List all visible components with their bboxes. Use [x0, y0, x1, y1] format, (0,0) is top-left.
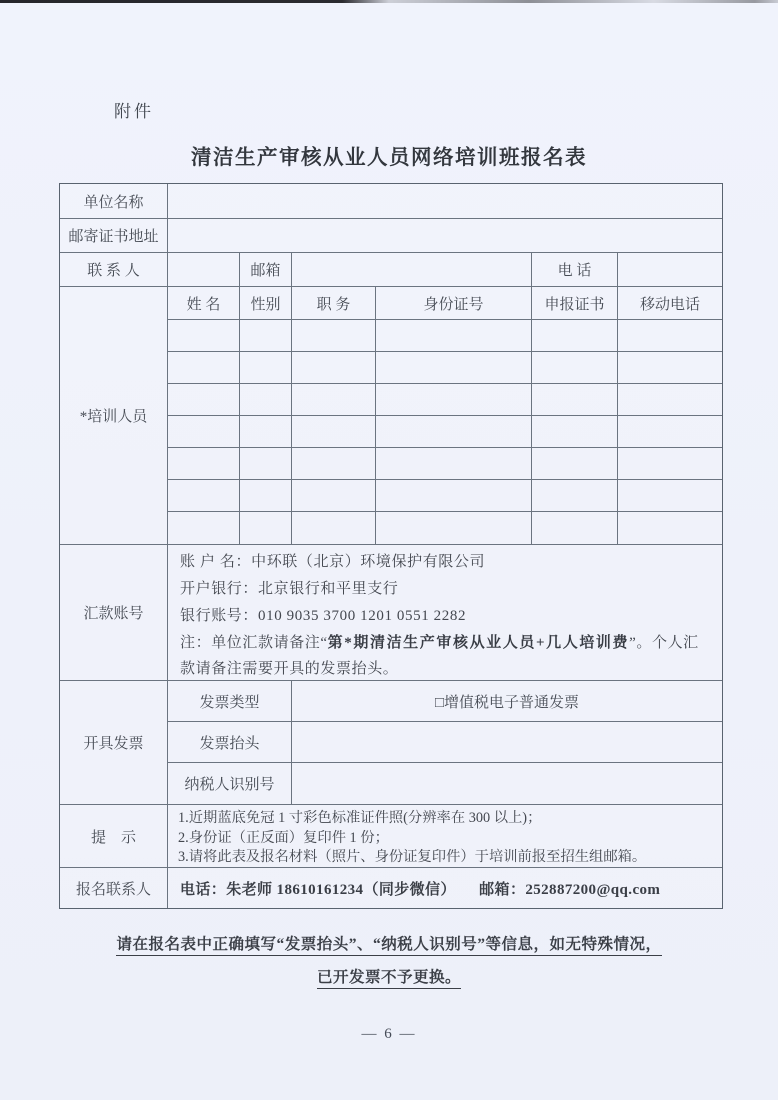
remittance-details — [168, 545, 722, 680]
trainee-input-cell — [376, 416, 532, 447]
trainee-input-cell — [292, 512, 376, 544]
page-number: — 6 — — [361, 1026, 417, 1042]
trainee-input-cell — [292, 416, 376, 447]
trainee-input-cell — [618, 320, 722, 351]
trainee-input-cell — [532, 320, 618, 351]
footer-note-line-2 — [0, 961, 778, 994]
trainee-input-cell — [376, 512, 532, 544]
contact-label: 联 系 人 — [60, 253, 168, 286]
trainee-empty-row — [168, 416, 722, 448]
invoice-type-row — [168, 681, 722, 722]
registration-contact-row — [60, 868, 722, 908]
trainee-input-cell — [618, 352, 722, 383]
tips-section — [60, 805, 722, 868]
registration-form-table — [59, 183, 723, 909]
trainee-input-cell — [292, 480, 376, 511]
remittance-section — [60, 545, 722, 681]
remittance-note-prefix: 注：单位汇款请备注“ — [180, 635, 328, 651]
col-header-certificate: 申报证书 — [532, 287, 618, 319]
remittance-account-name: 账 户 名：中环联（北京）环境保护有限公司 — [180, 554, 486, 570]
email-label: 邮箱 — [240, 253, 292, 286]
invoice-title-input-cell — [292, 722, 722, 762]
taxpayer-id-input-cell — [292, 763, 722, 804]
mailing-address-input-cell — [168, 219, 722, 252]
trainee-input-cell — [240, 416, 292, 447]
trainee-input-cell — [532, 512, 618, 544]
unit-name-input-cell — [168, 184, 722, 218]
trainee-input-cell — [376, 480, 532, 511]
invoice-subtable — [168, 681, 722, 804]
trainee-input-cell — [376, 352, 532, 383]
document-title: 清洁生产审核从业人员网络培训班报名表 — [191, 147, 587, 169]
trainee-input-cell — [240, 320, 292, 351]
mailing-address-row — [60, 219, 722, 253]
invoice-title-row — [168, 722, 722, 763]
footer-note-line-1 — [0, 928, 778, 961]
contact-input-cell — [168, 253, 240, 286]
trainee-input-cell — [168, 352, 240, 383]
footer-note-line-2-text: 已开发票不予更换。 — [317, 969, 461, 989]
trainee-input-cell — [292, 384, 376, 415]
trainee-input-cell — [168, 480, 240, 511]
trainee-input-cell — [292, 448, 376, 479]
trainee-input-cell — [376, 384, 532, 415]
trainee-input-cell — [168, 416, 240, 447]
trainee-input-cell — [376, 448, 532, 479]
trainee-empty-row — [168, 512, 722, 544]
tips-item-1: 1.近期蓝底免冠 1 寸彩色标准证件照(分辨率在 300 以上)； — [178, 810, 542, 826]
attachment-label: 附件 — [114, 102, 154, 121]
col-header-id-number: 身份证号 — [376, 287, 532, 319]
trainee-input-cell — [240, 512, 292, 544]
scan-artifact-top-edge — [0, 0, 778, 3]
unit-name-label: 单位名称 — [60, 184, 168, 218]
trainee-empty-row — [168, 352, 722, 384]
col-header-mobile: 移动电话 — [639, 296, 700, 313]
remittance-note-suffix: ”。个人汇款请备注需要开具的发票抬头。 — [180, 635, 699, 677]
footer-note-line-1-text: 请在报名表中正确填写“发票抬头”、“纳税人识别号”等信息，如无特殊情况， — [116, 936, 661, 956]
trainee-input-cell — [168, 512, 240, 544]
trainees-header-row — [168, 287, 722, 320]
col-header-name: 姓 名 — [168, 287, 240, 319]
remittance-section-label: 汇款账号 — [60, 545, 168, 680]
mailing-address-label: 邮寄证书地址 — [60, 219, 168, 252]
trainee-input-cell — [618, 416, 722, 447]
taxpayer-id-label: 纳税人识别号 — [168, 763, 292, 804]
col-header-sex: 性别 — [240, 287, 292, 319]
trainees-section — [60, 287, 722, 545]
trainee-input-cell — [168, 384, 240, 415]
trainee-empty-row — [168, 448, 722, 480]
trainee-input-cell — [532, 448, 618, 479]
trainee-input-cell — [168, 320, 240, 351]
trainees-section-label: *培训人员 — [60, 287, 168, 544]
remittance-account-number: 银行账号：010 9035 3700 1201 0551 2282 — [180, 608, 467, 624]
tips-content — [168, 805, 722, 867]
trainee-input-cell — [618, 384, 722, 415]
trainee-input-cell — [292, 320, 376, 351]
remittance-bank: 开户银行：北京银行和平里支行 — [180, 581, 399, 597]
tips-item-3: 3.请将此表及报名材料（照片、身份证复印件）于培训前报至招生组邮箱。 — [178, 849, 647, 865]
email-input-cell — [292, 253, 532, 286]
invoice-type-checkbox-option: □增值税电子普通发票 — [434, 694, 580, 711]
trainee-input-cell — [532, 480, 618, 511]
trainee-input-cell — [618, 448, 722, 479]
unit-name-row — [60, 184, 722, 219]
invoice-section-label: 开具发票 — [60, 681, 168, 804]
trainee-empty-row — [168, 320, 722, 352]
trainee-input-cell — [532, 384, 618, 415]
trainee-empty-row — [168, 384, 722, 416]
registration-contact-value: 电话：朱老师 18610161234（同步微信） 邮箱：252887200@qq.com — [180, 881, 661, 898]
footer-important-note — [0, 928, 778, 994]
taxpayer-id-row — [168, 763, 722, 804]
invoice-type-label: 发票类型 — [168, 681, 292, 721]
registration-contact-label: 报名联系人 — [60, 868, 168, 908]
remittance-note — [180, 630, 712, 680]
trainee-input-cell — [168, 448, 240, 479]
trainee-input-cell — [532, 416, 618, 447]
trainee-empty-rows — [168, 320, 722, 544]
trainee-input-cell — [240, 352, 292, 383]
tips-item-2: 2.身份证（正反面）复印件 1 份； — [178, 829, 389, 846]
remittance-note-bold: 第*期清洁生产审核从业人员+几人培训费 — [327, 635, 630, 651]
tips-section-label: 提 示 — [60, 805, 168, 867]
phone-label: 电 话 — [532, 253, 618, 286]
trainee-empty-row — [168, 480, 722, 512]
trainee-input-cell — [240, 384, 292, 415]
invoice-title-label: 发票抬头 — [168, 722, 292, 762]
trainee-input-cell — [240, 480, 292, 511]
trainee-input-cell — [240, 448, 292, 479]
trainee-input-cell — [532, 352, 618, 383]
phone-input-cell — [618, 253, 722, 286]
trainees-subtable — [168, 287, 722, 544]
trainee-input-cell — [618, 512, 722, 544]
contact-row — [60, 253, 722, 287]
trainee-input-cell — [292, 352, 376, 383]
col-header-job: 职 务 — [292, 287, 376, 319]
trainee-input-cell — [618, 480, 722, 511]
trainee-input-cell — [376, 320, 532, 351]
invoice-section — [60, 681, 722, 805]
